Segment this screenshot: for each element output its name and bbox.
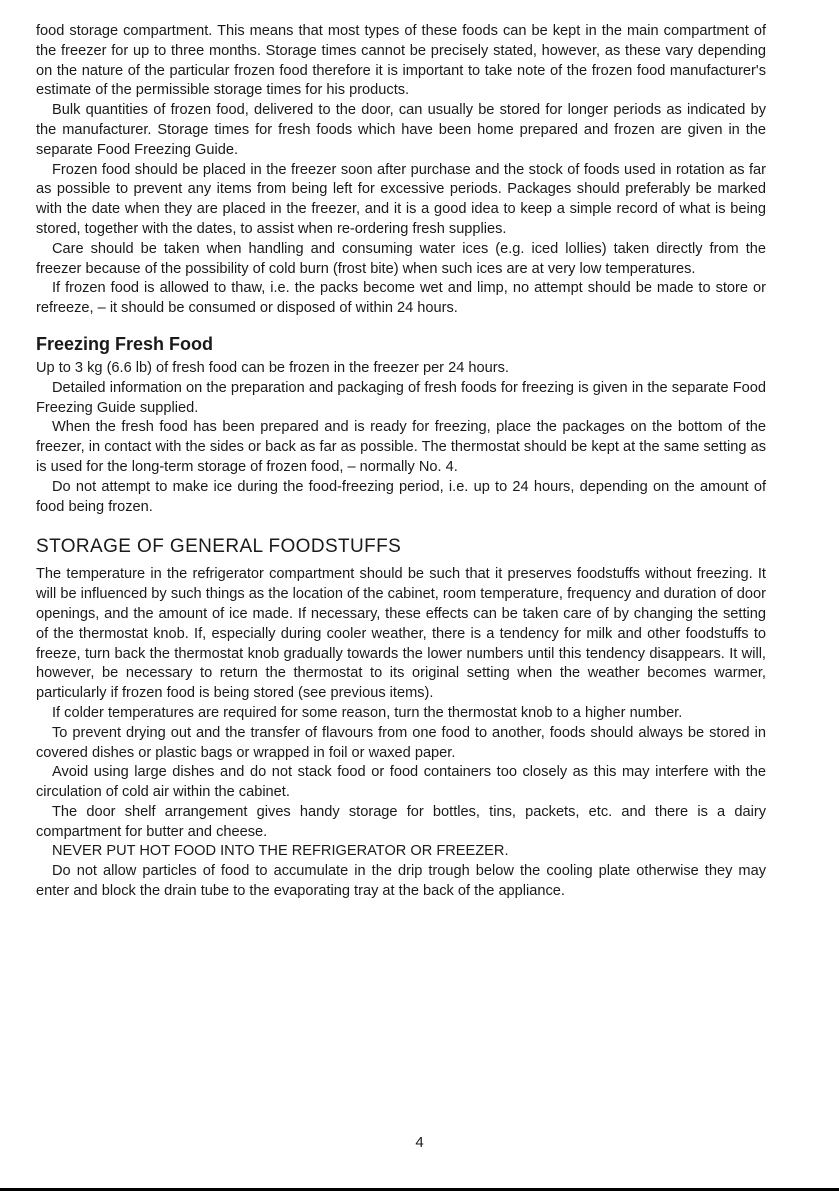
body-paragraph: Do not allow particles of food to accumulate in the drip trough below the cooling plate otherwise they may enter and block the drain tube to the evaporating tray at the back of the appliance. [36,863,766,900]
body-paragraph: Up to 3 kg (6.6 lb) of fresh food can be frozen in the freezer per 24 hours. [36,359,509,376]
body-paragraph: Detailed information on the preparation and packaging of fresh foods for freezing is given in the separate Food Freezing Guide supplied. [36,379,766,416]
body-paragraph: Frozen food should be placed in the freezer soon after purchase and the stock of foods used in rotation as far as possible to prevent any items from being left for excessive periods. Packages should preferably be marked with the date when they are placed in the freezer, and it is a good idea to keep a simple record of what is being stored, together with the dates, to assist when re-ordering fresh supplies. [36,161,766,237]
body-paragraph: Avoid using large dishes and do not stack food or food containers too closely as this may interfere with the circulation of cold air within the cabinet. [36,764,766,801]
body-paragraph: food storage compartment. This means that most types of these foods can be kept in the main compartment of the freezer for up to three months. Storage times cannot be precisely stated, however, as these vary depending on the nature of the particular frozen food therefore it is important to take note of the frozen food manufacturer's estimate of the permissible storage times for his products. [36,23,766,99]
body-paragraph: Bulk quantities of frozen food, delivered to the door, can usually be stored for longer periods as indicated by the manufacturer. Storage times for fresh foods which have been home prepared and frozen are given in the separate Food Freezing Guide. [36,102,766,158]
section-heading-freezing: Freezing Fresh Food [36,333,214,354]
body-paragraph: To prevent drying out and the transfer of flavours from one food to another, foods should always be stored in covered dishes or plastic bags or wrapped in foil or waxed paper. [36,724,766,761]
section-heading-storage: STORAGE OF GENERAL FOODSTUFFS [36,536,402,558]
body-paragraph: The door shelf arrangement gives handy storage for bottles, tins, packets, etc. and there is a dairy compartment for butter and cheese. [36,803,766,840]
body-paragraph: If frozen food is allowed to thaw, i.e. the packs become wet and limp, no attempt should be made to store or refreeze, – it should be consumed or disposed of within 24 hours. [36,280,766,317]
warning-line: NEVER PUT HOT FOOD INTO THE REFRIGERATOR OR FREEZER. [52,843,509,860]
body-paragraph: When the fresh food has been prepared and is ready for freezing, place the packages on the bottom of the freezer, in contact with the sides or back as far as possible. The thermostat should be kept at the same setting as is used for the long-term storage of frozen food, – normally No. 4. [36,419,766,475]
body-paragraph: Do not attempt to make ice during the food-freezing period, i.e. up to 24 hours, depending on the amount of food being frozen. [36,478,766,515]
body-paragraph: If colder temperatures are required for some reason, turn the thermostat knob to a higher number. [52,704,683,721]
page-number: 4 [415,1134,424,1151]
body-paragraph: The temperature in the refrigerator compartment should be such that it preserves foodstuffs without freezing. It will be influenced by such things as the location of the cabinet, room temperature, frequency and duration of door openings, and the amount of ice made. If necessary, these effects can be taken care of by changing the setting of the thermostat knob. If, especially during cooler weather, there is a tendency for milk and other foodstuffs to freeze, turn back the thermostat knob gradually towards the lower numbers until this tendency disappears. It will, however, be necessary to return the thermostat to its original setting when the weather becomes warmer, particularly if frozen food is being stored (see previous items). [36,566,766,702]
manual-page [36,22,766,902]
body-paragraph: Care should be taken when handling and consuming water ices (e.g. iced lollies) taken directly from the freezer because of the possibility of cold burn (frost bite) when such ices are at very low temperatures. [36,240,766,277]
